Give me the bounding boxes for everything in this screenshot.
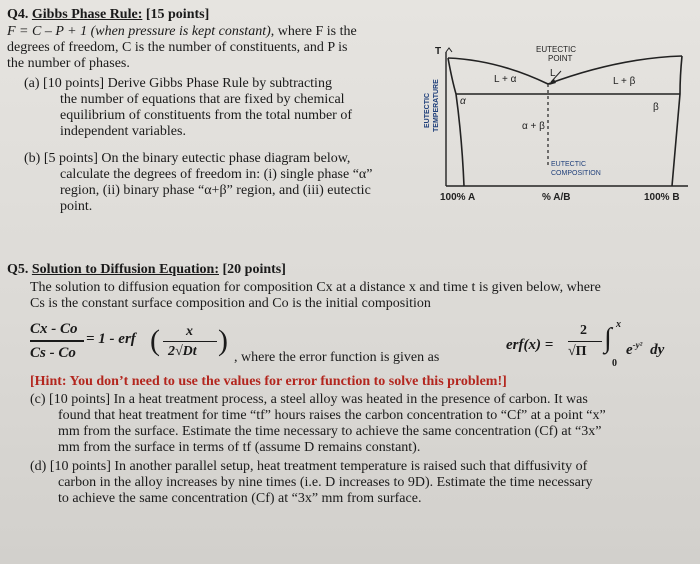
q4-a-line2: the number of equations that are fixed by chemical	[60, 92, 345, 107]
q4-formula: F = C – P + 1	[7, 24, 88, 39]
eq-tail: , where the error function is given as	[234, 350, 440, 365]
region-beta: β	[653, 102, 659, 113]
axis-label-t: T	[435, 46, 442, 57]
q5-heading	[7, 262, 286, 278]
eutectic-composition-label-2: COMPOSITION	[551, 170, 601, 177]
eq-inner-numerator: x	[186, 324, 193, 339]
eutectic-point-label-2: POINT	[548, 54, 573, 63]
q4-points: [15 points]	[145, 7, 210, 22]
q4-line1	[7, 24, 357, 40]
hint-text: [Hint: You don’t need to use the values for error function to solve this problem!]	[30, 374, 507, 389]
q4-b-line3: region, (ii) binary phase “α+β” region, and (iii) eutectic	[60, 183, 371, 198]
eq-fraction-bar	[30, 340, 84, 342]
eq-erf: = 1 - erf	[86, 331, 136, 347]
eutectic-temperature-label-2: TEMPERATURE	[433, 79, 440, 132]
x-label-100a: 100% A	[440, 192, 476, 203]
q4-a-line1: (a) [10 points] Derive Gibbs Phase Rule by subtracting	[24, 76, 332, 91]
alpha-boundary	[448, 58, 464, 186]
q4-a-line4: independent variables.	[60, 124, 186, 139]
erf-upper-limit: x	[616, 319, 621, 330]
x-label-percent: % A/B	[542, 192, 571, 203]
q4-b-line2: calculate the degrees of freedom in: (i) single phase “α”	[60, 167, 373, 182]
q5-d-line3: to achieve the same concentration (Cf) at “3x” mm from surface.	[58, 491, 422, 506]
eq-denominator: Cs - Co	[30, 345, 76, 361]
region-l-alpha: L + α	[494, 74, 517, 85]
q5-points: [20 points]	[222, 262, 286, 277]
eq-paren-left: (	[150, 324, 160, 357]
q4-number: Q4.	[7, 7, 29, 22]
region-alpha-beta: α + β	[522, 121, 545, 132]
q5-intro-line2: Cs is the constant surface composition and Co is the initial composition	[30, 296, 431, 311]
eq-inner-bar	[163, 341, 217, 342]
erf-sqrt-pi: √Π	[568, 344, 587, 359]
q5-c-line4: mm from the surface in terms of tf (assume D remains constant).	[58, 440, 421, 455]
q4-formula-note: (when pressure is kept constant)	[90, 24, 271, 39]
q5-intro-line1: The solution to diffusion equation for composition Cx at a distance x and time t is given below, where	[30, 280, 601, 295]
q5-d-line1: (d) [10 points] In another parallel setup, heat treatment temperature is raised such that diffusivity of	[30, 459, 588, 474]
q4-a-line3: equilibrium of constituents from the total number of	[60, 108, 352, 123]
q5-d-line2: carbon in the alloy increases by nine times (i.e. D increases to 9D). Estimate the time necessary	[58, 475, 593, 490]
q5-c-line1: (c) [10 points] In a heat treatment process, a steel alloy was heated in the presence of carbon. It was	[30, 392, 588, 407]
integral-icon: ∫	[604, 323, 612, 354]
beta-boundary	[672, 56, 682, 186]
x-label-100b: 100% B	[644, 192, 680, 203]
q4-b-line1: (b) [5 points] On the binary eutectic phase diagram below,	[24, 151, 351, 166]
q4-title: Gibbs Phase Rule:	[31, 7, 143, 22]
q4-line2: degrees of freedom, C is the number of constituents, and P is	[7, 40, 348, 55]
q4-line3: the number of phases.	[7, 56, 130, 71]
region-l-beta: L + β	[613, 76, 636, 87]
eq-inner-denominator: 2√Dt	[168, 344, 197, 359]
region-l: L	[550, 68, 556, 79]
erf-exponent: -y²	[632, 340, 643, 350]
q5-c-line2: found that heat treatment for time “tf” hours raises the carbon concentration to “Cf” at a point “x”	[58, 408, 606, 423]
erf-two: 2	[580, 323, 587, 338]
eutectic-temperature-label-1: EUTECTIC	[424, 93, 431, 128]
q5-number: Q5.	[7, 262, 29, 277]
erf-bar	[568, 341, 602, 342]
eutectic-composition-label-1: EUTECTIC	[551, 161, 586, 168]
erf-lhs: erf(x) =	[506, 337, 554, 353]
erf-e: e	[626, 342, 633, 358]
q4-heading	[7, 7, 209, 23]
eq-numerator: Cx - Co	[30, 321, 78, 337]
region-alpha: α	[460, 96, 466, 107]
erf-integrand	[626, 338, 664, 359]
eutectic-point-label-1: EUTECTIC	[536, 45, 576, 54]
erf-dy: dy	[650, 342, 665, 358]
q5-title: Solution to Diffusion Equation:	[31, 262, 219, 277]
q4-line1-tail: , where F is the	[270, 24, 357, 39]
q4-b-line4: point.	[60, 199, 93, 214]
q5-c-line3: mm from the surface. Estimate the time necessary to achieve the same concentration (Cf) at “3x”	[58, 424, 602, 439]
erf-lower-limit: 0	[612, 358, 617, 369]
axis-arrow	[446, 48, 452, 52]
eq-paren-right: )	[218, 324, 228, 357]
eutectic-phase-diagram	[418, 40, 700, 215]
